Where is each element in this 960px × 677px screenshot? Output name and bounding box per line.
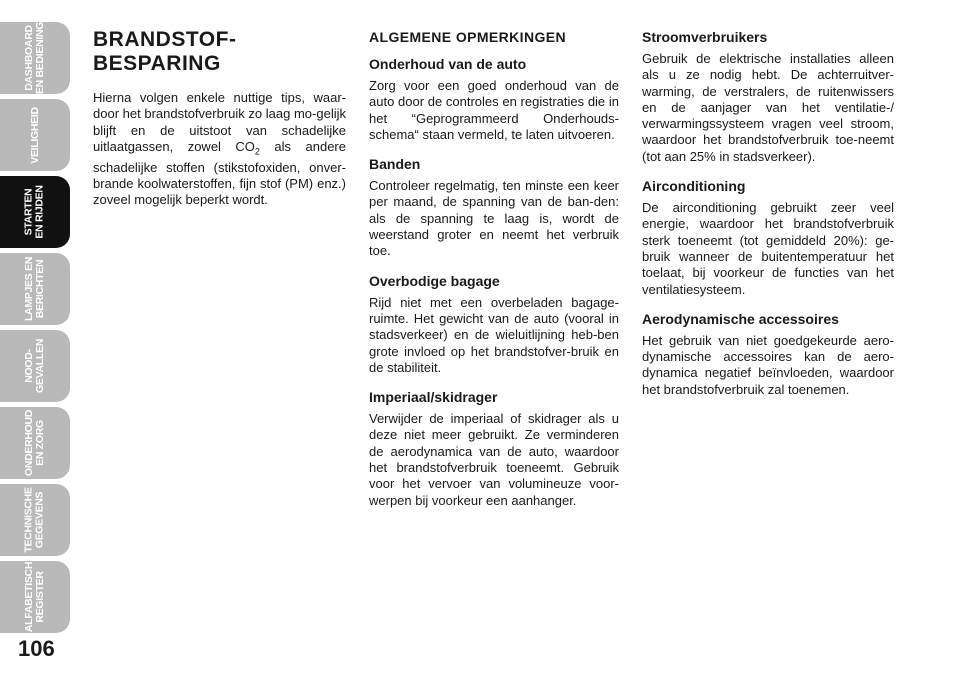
page-title: BRANDSTOF- BESPARING xyxy=(93,28,237,75)
heading-banden: Banden xyxy=(369,156,421,173)
intro-text-end: als andere schadelijke stoffen (stikstofoxiden, onver-brande koolwaterstoffen, fijn stof (PM) enz.) zoveel mogelijk beperkt wordt. xyxy=(93,138,346,208)
heading-onderhoud: Onderhoud van de auto xyxy=(369,56,527,72)
tab-veiligheid[interactable] xyxy=(0,99,70,171)
tab-label: LAMPJES EN BERICHTEN xyxy=(22,256,46,322)
tab-technische-gegevens[interactable] xyxy=(0,484,70,556)
tab-label: VEILIGHEID xyxy=(28,106,41,164)
heading-bagage: Overbodige bagage xyxy=(369,272,500,289)
text-onderhoud: Zorg voor een goed onderhoud van de auto door de controles en registraties die in het “Geprogrammeerd Onderhouds-schema“ staan vermeld, te laten uitvoeren. xyxy=(369,78,619,142)
column-3 xyxy=(642,28,894,410)
text-stroomverbruikers: Gebruik de elektrische installaties alleen als u ze nodig hebt. De achterruitver-warming, de verstralers, de ruitenwissers en de aanjager van het ventilatie-/ verwarmingssysteem vragen veel stroom, waardoor het brandstofverbruik toe-neemt (tot aan 25% in stadsverkeer). xyxy=(642,51,894,164)
tab-lampjes-en-berichten[interactable] xyxy=(0,253,70,325)
heading-imperiaal: Imperiaal/skidrager xyxy=(369,389,498,406)
tab-starten-en-rijden[interactable] xyxy=(0,176,70,248)
tab-label: STARTEN EN RIJDEN xyxy=(23,185,46,239)
heading-airconditioning: Airconditioning xyxy=(642,178,746,195)
page-number: 106 xyxy=(18,636,55,661)
heading-aerodynamische: Aerodynamische accessoires xyxy=(642,310,839,327)
tab-noodgevallen[interactable] xyxy=(0,330,70,402)
column-1 xyxy=(93,28,346,221)
tab-label: NOOD- GEVALLEN xyxy=(23,339,46,393)
intro-text-start: Hierna volgen enkele nuttige tips, waar-door het brandstofverbruik zo laag mo-gelijk blijft en de uitstoot van schadelijke uitlaatgassen, zowel CO xyxy=(93,90,346,154)
heading-stroomverbruikers: Stroomverbruikers xyxy=(642,29,768,45)
text-banden: Controleer regelmatig, ten minste een keer per maand, de spanning van de ban-den: als de spanning te laag is, wordt de weerstand groter en neemt het verbruik toe. xyxy=(369,178,619,259)
text-bagage: Rijd niet met een overbeladen bagage-ruimte. Het gewicht van de auto (vooral in stadsverkeer) en de wieluitlijning heb-ben grote invloed op het brandstofver-bruik en de stabiliteit. xyxy=(369,294,619,375)
tab-label: DASHBOARD EN BEDIENING xyxy=(23,21,46,95)
intro-paragraph xyxy=(93,90,346,209)
co2-subscript: 2 xyxy=(254,146,260,157)
text-imperiaal: Verwijder de imperiaal of skidrager als u deze niet meer gebruikt. Ze verminderen de aerodynamica van de auto, waardoor het brandstofverbruik toeneemt. Gebruik voor het vervoer van volumineuze voor-werpen bij voorkeur een aanhanger. xyxy=(369,411,619,508)
tab-dashboard-en-bediening[interactable] xyxy=(0,22,70,94)
section-title: ALGEMENE OPMERKINGEN xyxy=(369,29,567,45)
tab-label: ALFABETISCH REGISTER xyxy=(23,561,47,633)
tab-label: ONDERHOUD EN ZORG xyxy=(22,409,46,477)
tab-alfabetisch-register[interactable] xyxy=(0,561,70,633)
tab-label: TECHNISCHE GEGEVENS xyxy=(22,487,46,553)
text-airconditioning: De airconditioning gebruikt zeer veel energie, waardoor het brandstofverbruik sterk toeneemt (tot gemiddeld 20%): ge-bruik wanneer de buitentemperatuur het toelaat, bij voorkeur de functies van het ventilatiesysteem. xyxy=(642,200,894,297)
column-2 xyxy=(369,28,619,521)
tab-onderhoud-en-zorg[interactable] xyxy=(0,407,70,479)
text-aerodynamische: Het gebruik van niet goedgekeurde aero-dynamische accessoires kan de aero-dynamica negatief beïnvloeden, waardoor het brandstofverbruik zal toenemen. xyxy=(642,332,894,397)
